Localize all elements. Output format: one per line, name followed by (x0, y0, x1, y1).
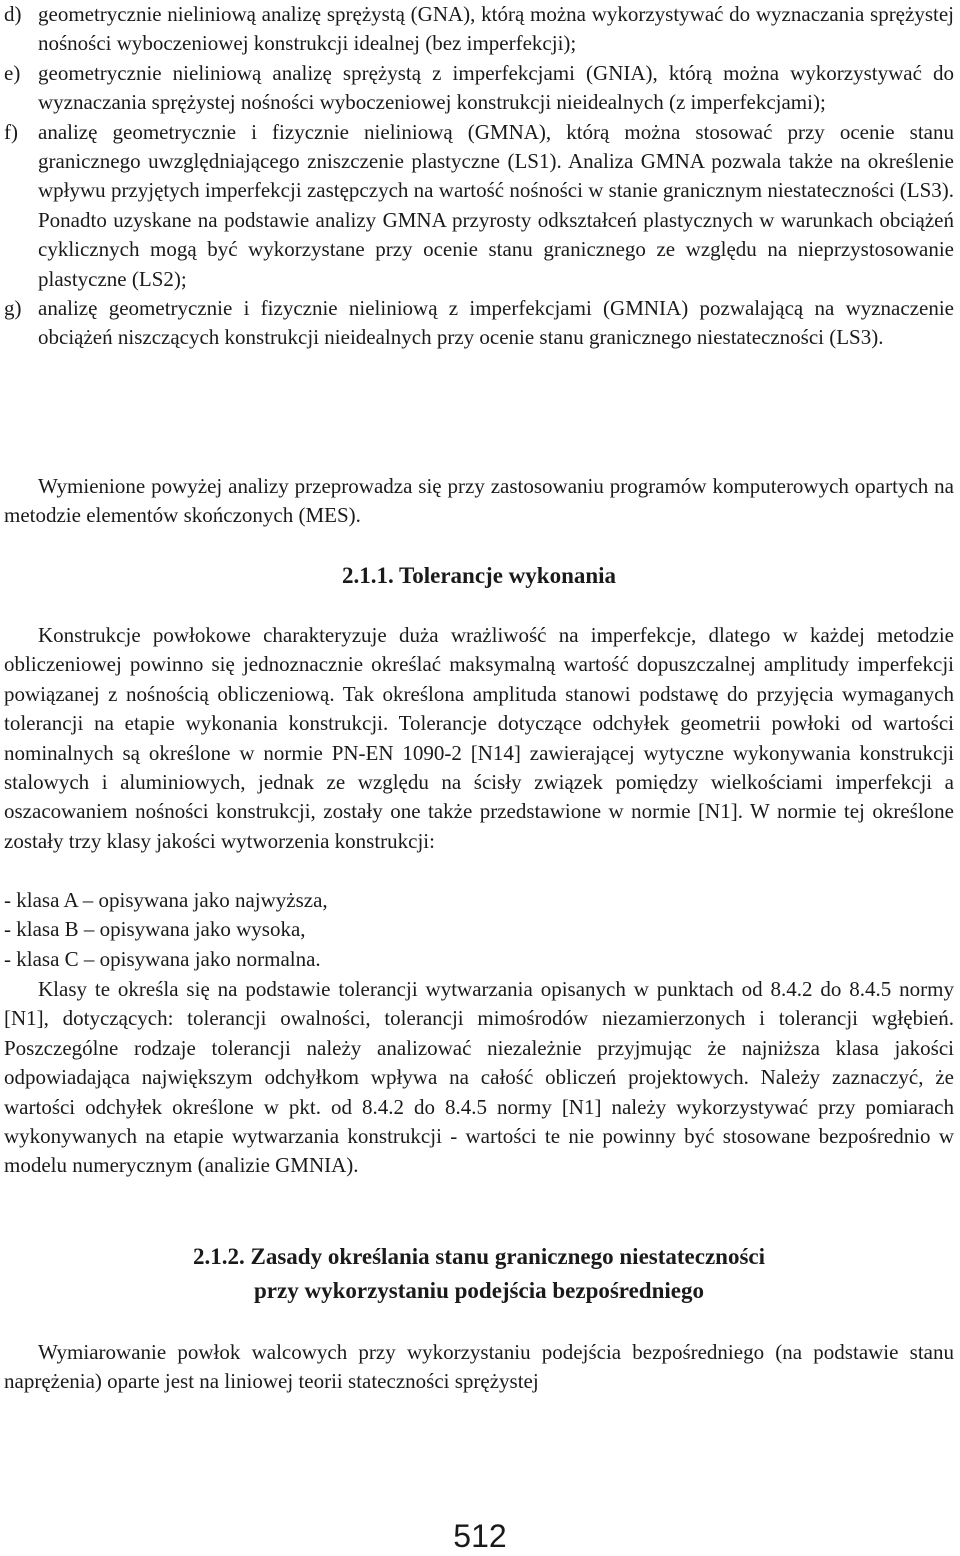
list-text: geometrycznie nieliniową analizę sprężystą (GNA), którą można wykorzystywać do wyznaczania sprężystej nośności wyboczeniowej konstrukcji idealnej (bez imperfekcji); (38, 2, 954, 56)
section-heading-2-1-2 (4, 1242, 954, 1306)
quality-class-c: - klasa C – opisywana jako normalna. (4, 946, 321, 971)
list-text: geometrycznie nieliniową analizę sprężystą z imperfekcjami (GNIA), którą można wykorzystywać do wyznaczania sprężystej nośności wyboczeniowej konstrukcji nieidealnych (z imperfekcjami); (38, 60, 954, 115)
section-heading-2-1-2-line2: przy wykorzystaniu podejścia bezpośredniego (254, 1278, 704, 1303)
paragraph-tolerances-intro: Konstrukcje powłokowe charakteryzuje duża wrażliwość na imperfekcje, dlatego w każdej metodzie obliczeniowej powinno się jednoznacznie określać maksymalną wartość dopuszczalnej amplitudy imperfekcji powiązanej z nośnością obliczeniową. Tak określona amplituda stanowi podstawę do przyjęcia wymaganych tolerancji na etapie wykonania konstrukcji. Tolerancje dotyczące odchyłek geometrii powłoki od wartości nominalnych są określone w normie PN-EN 1090-2 [N14] zawierającej wytyczne wykonywania konstrukcji stalowych i aluminiowych, jednak ze względu na ścisły związek pomiędzy wielkościami imperfekcji a oszacowaniem nośności konstrukcji, zostały one także przedstawione w normie [N1]. W normie tej określone zostały trzy klasy jakości wytworzenia konstrukcji: (4, 623, 954, 853)
list-text: analizę geometrycznie i fizycznie nieliniową z imperfekcjami (GMNIA) pozwalającą na wyznaczenie obciążeń niszczących konstrukcji nieidealnych przy ocenie stanu granicznego niestateczności (LS3). (38, 296, 954, 350)
list-item-g (4, 294, 954, 353)
paragraph-mes: Wymienione powyżej analizy przeprowadza się przy zastosowaniu programów komputerowych opartych na metodzie elementów skończonych (MES). (4, 474, 954, 528)
list-text: analizę geometrycznie i fizycznie nieliniową (GMNA), którą można stosować przy ocenie stanu granicznego uwzględniającego zniszczenie plastyczne (LS1). Analiza GMNA pozwala także na określenie wpływu przyjętych imperfekcji zastępczych na wartość nośności w stanie granicznym niestateczności (LS3). Ponadto uzyskane na podstawie analizy GMNA przyrosty odkształceń plastycznych w warunkach obciążeń cyklicznych mogą być wykorzystane przy ocenie stanu granicznego ze względu na nieprzystosowanie plastyczne (LS2); (38, 119, 954, 291)
quality-classes-list (4, 886, 954, 974)
page-number: 512 (453, 1518, 507, 1554)
list-label: d) (4, 2, 22, 26)
quality-class-b: - klasa B – opisywana jako wysoka, (4, 917, 306, 942)
paragraph-tolerances-classes: Klasy te określa się na podstawie tolerancji wytwarzania opisanych w punktach od 8.4.2 do 8.4.5 normy [N1], dotyczących: tolerancji owalności, tolerancji mimośrodów niezamierzonych i tolerancji wgłębień. Poszczególne rodzaje tolerancji należy analizować niezależnie przyjmując że najniższa klasa jakości odpowiadająca największym odchyłkom wpływa na całość obliczeń projektowych. Należy zaznaczyć, że wartości odchyłek określone w pkt. od 8.4.2 do 8.4.5 normy [N1] należy wykorzystywać przy pomiarach wykonywanych na etapie wytwarzania konstrukcji - wartości te nie powinny być stosowane bezpośrednio w modelu numerycznym (analizie GMNIA). (4, 977, 954, 1178)
list-item-f (4, 118, 954, 294)
list-label: g) (4, 296, 22, 321)
list-item-e (4, 59, 954, 118)
paragraph-direct-approach: Wymiarowanie powłok walcowych przy wykorzystaniu podejścia bezpośredniego (na podstawie stanu naprężenia) oparte jest na liniowej teorii stateczności sprężystej (4, 1340, 954, 1394)
quality-class-a: - klasa A – opisywana jako najwyższa, (4, 888, 328, 912)
section-heading-2-1-1: 2.1.1. Tolerancje wykonania (341, 563, 617, 588)
analysis-list (4, 0, 954, 353)
list-label: f) (4, 119, 18, 144)
list-label: e) (4, 60, 21, 85)
section-heading-2-1-2-line1: 2.1.2. Zasady określania stanu granicznego niestateczności (192, 1244, 766, 1269)
list-item-d (4, 0, 954, 59)
